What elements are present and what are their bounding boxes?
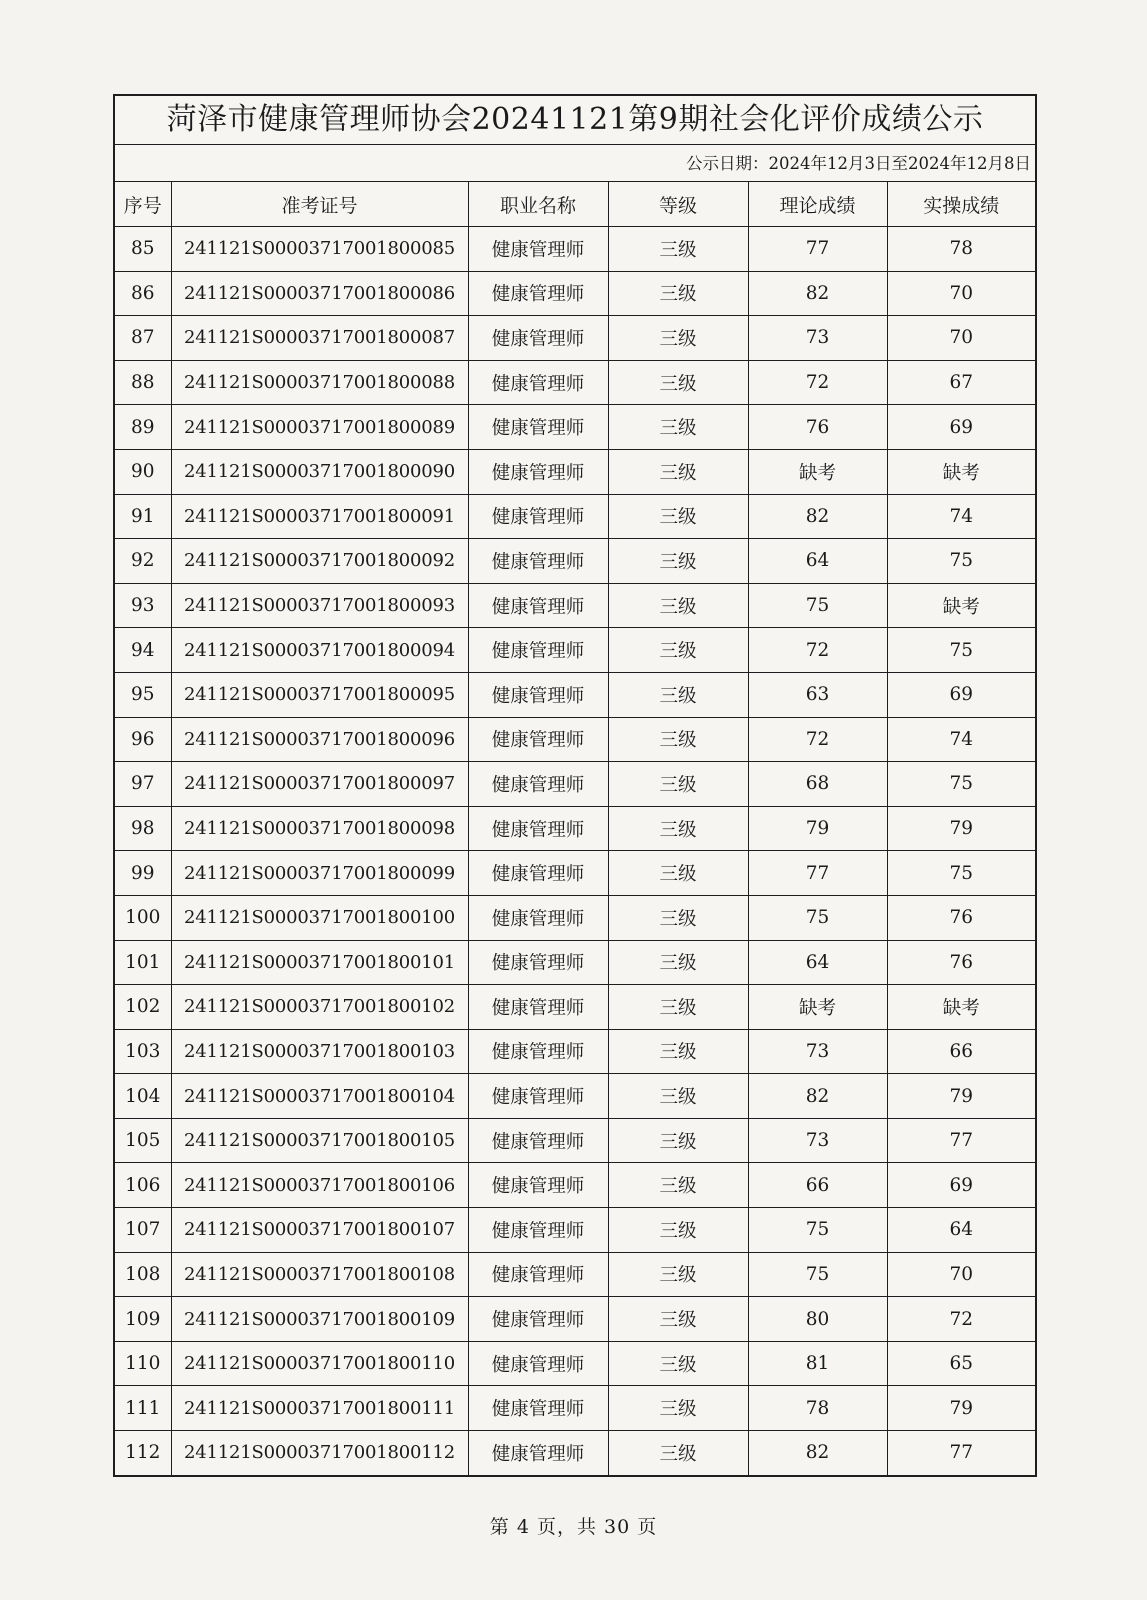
cell-exam-id: 241121S00003717001800096 xyxy=(171,717,468,762)
cell-theory: 77 xyxy=(748,227,887,272)
cell-level: 三级 xyxy=(608,762,748,807)
cell-theory: 73 xyxy=(748,1029,887,1074)
cell-exam-id: 241121S00003717001800095 xyxy=(171,672,468,717)
cell-practice: 74 xyxy=(887,717,1035,762)
cell-job: 健康管理师 xyxy=(468,449,608,494)
document-title: 菏泽市健康管理师协会20241121第9期社会化评价成绩公示 xyxy=(115,96,1035,145)
cell-exam-id: 241121S00003717001800088 xyxy=(171,360,468,405)
table-row xyxy=(115,1029,1035,1074)
table-row xyxy=(115,1431,1035,1475)
table-row xyxy=(115,539,1035,584)
cell-exam-id: 241121S00003717001800112 xyxy=(171,1431,468,1475)
cell-level: 三级 xyxy=(608,1252,748,1297)
header-no: 序号 xyxy=(115,182,171,227)
cell-job: 健康管理师 xyxy=(468,1074,608,1119)
cell-level: 三级 xyxy=(608,717,748,762)
cell-theory: 72 xyxy=(748,717,887,762)
cell-theory: 68 xyxy=(748,762,887,807)
cell-no: 85 xyxy=(115,227,171,272)
cell-no: 91 xyxy=(115,494,171,539)
cell-job: 健康管理师 xyxy=(468,539,608,584)
cell-practice: 72 xyxy=(887,1297,1035,1342)
cell-job: 健康管理师 xyxy=(468,806,608,851)
header-practice: 实操成绩 xyxy=(887,182,1035,227)
table-row xyxy=(115,360,1035,405)
table-row xyxy=(115,985,1035,1030)
cell-no: 98 xyxy=(115,806,171,851)
cell-exam-id: 241121S00003717001800091 xyxy=(171,494,468,539)
cell-exam-id: 241121S00003717001800086 xyxy=(171,271,468,316)
cell-practice: 76 xyxy=(887,895,1035,940)
cell-level: 三级 xyxy=(608,271,748,316)
table-row xyxy=(115,1118,1035,1163)
table-row xyxy=(115,851,1035,896)
cell-level: 三级 xyxy=(608,895,748,940)
cell-job: 健康管理师 xyxy=(468,271,608,316)
cell-practice: 70 xyxy=(887,316,1035,361)
table-row xyxy=(115,271,1035,316)
header-level: 等级 xyxy=(608,182,748,227)
table-row xyxy=(115,1341,1035,1386)
cell-exam-id: 241121S00003717001800100 xyxy=(171,895,468,940)
cell-no: 104 xyxy=(115,1074,171,1119)
cell-practice: 69 xyxy=(887,1163,1035,1208)
table-row xyxy=(115,895,1035,940)
cell-job: 健康管理师 xyxy=(468,405,608,450)
table-row xyxy=(115,1252,1035,1297)
cell-no: 111 xyxy=(115,1386,171,1431)
cell-job: 健康管理师 xyxy=(468,494,608,539)
cell-theory: 76 xyxy=(748,405,887,450)
cell-exam-id: 241121S00003717001800087 xyxy=(171,316,468,361)
table-row xyxy=(115,1074,1035,1119)
cell-job: 健康管理师 xyxy=(468,895,608,940)
cell-practice: 缺考 xyxy=(887,583,1035,628)
cell-theory: 72 xyxy=(748,628,887,673)
table-row xyxy=(115,806,1035,851)
cell-level: 三级 xyxy=(608,227,748,272)
cell-job: 健康管理师 xyxy=(468,1208,608,1253)
cell-job: 健康管理师 xyxy=(468,583,608,628)
cell-theory: 78 xyxy=(748,1386,887,1431)
cell-exam-id: 241121S00003717001800110 xyxy=(171,1341,468,1386)
cell-no: 89 xyxy=(115,405,171,450)
cell-theory: 66 xyxy=(748,1163,887,1208)
cell-practice: 75 xyxy=(887,851,1035,896)
cell-theory: 77 xyxy=(748,851,887,896)
table-row xyxy=(115,672,1035,717)
cell-theory: 79 xyxy=(748,806,887,851)
cell-exam-id: 241121S00003717001800108 xyxy=(171,1252,468,1297)
cell-practice: 79 xyxy=(887,806,1035,851)
cell-job: 健康管理师 xyxy=(468,1431,608,1475)
cell-job: 健康管理师 xyxy=(468,1252,608,1297)
cell-theory: 缺考 xyxy=(748,449,887,494)
header-job: 职业名称 xyxy=(468,182,608,227)
table-row xyxy=(115,449,1035,494)
cell-job: 健康管理师 xyxy=(468,1029,608,1074)
cell-exam-id: 241121S00003717001800104 xyxy=(171,1074,468,1119)
cell-no: 95 xyxy=(115,672,171,717)
cell-level: 三级 xyxy=(608,1118,748,1163)
cell-job: 健康管理师 xyxy=(468,985,608,1030)
table-row xyxy=(115,227,1035,272)
cell-exam-id: 241121S00003717001800103 xyxy=(171,1029,468,1074)
cell-exam-id: 241121S00003717001800106 xyxy=(171,1163,468,1208)
cell-level: 三级 xyxy=(608,1386,748,1431)
cell-level: 三级 xyxy=(608,985,748,1030)
cell-no: 99 xyxy=(115,851,171,896)
cell-level: 三级 xyxy=(608,405,748,450)
cell-exam-id: 241121S00003717001800102 xyxy=(171,985,468,1030)
table-row xyxy=(115,583,1035,628)
table-body xyxy=(115,227,1035,1475)
cell-level: 三级 xyxy=(608,1208,748,1253)
table-row xyxy=(115,628,1035,673)
cell-job: 健康管理师 xyxy=(468,316,608,361)
cell-no: 92 xyxy=(115,539,171,584)
cell-theory: 75 xyxy=(748,1208,887,1253)
cell-job: 健康管理师 xyxy=(468,360,608,405)
cell-job: 健康管理师 xyxy=(468,227,608,272)
cell-no: 101 xyxy=(115,940,171,985)
cell-no: 106 xyxy=(115,1163,171,1208)
cell-level: 三级 xyxy=(608,1297,748,1342)
cell-practice: 64 xyxy=(887,1208,1035,1253)
cell-practice: 65 xyxy=(887,1341,1035,1386)
cell-no: 93 xyxy=(115,583,171,628)
cell-practice: 66 xyxy=(887,1029,1035,1074)
cell-practice: 75 xyxy=(887,539,1035,584)
cell-theory: 64 xyxy=(748,940,887,985)
cell-no: 109 xyxy=(115,1297,171,1342)
cell-job: 健康管理师 xyxy=(468,1386,608,1431)
publish-date: 公示日期：2024年12月3日至2024年12月8日 xyxy=(115,145,1035,182)
cell-no: 88 xyxy=(115,360,171,405)
cell-job: 健康管理师 xyxy=(468,762,608,807)
cell-no: 107 xyxy=(115,1208,171,1253)
cell-exam-id: 241121S00003717001800092 xyxy=(171,539,468,584)
cell-level: 三级 xyxy=(608,1074,748,1119)
cell-job: 健康管理师 xyxy=(468,717,608,762)
cell-theory: 82 xyxy=(748,494,887,539)
table-row xyxy=(115,1297,1035,1342)
cell-exam-id: 241121S00003717001800090 xyxy=(171,449,468,494)
table-row xyxy=(115,1208,1035,1253)
cell-theory: 75 xyxy=(748,583,887,628)
cell-exam-id: 241121S00003717001800098 xyxy=(171,806,468,851)
cell-level: 三级 xyxy=(608,449,748,494)
cell-exam-id: 241121S00003717001800105 xyxy=(171,1118,468,1163)
cell-no: 108 xyxy=(115,1252,171,1297)
cell-job: 健康管理师 xyxy=(468,672,608,717)
table-header-row xyxy=(115,182,1035,227)
cell-level: 三级 xyxy=(608,316,748,361)
cell-level: 三级 xyxy=(608,1029,748,1074)
page-footer: 第 4 页，共 30 页 xyxy=(489,1516,658,1538)
cell-theory: 73 xyxy=(748,316,887,361)
cell-practice: 75 xyxy=(887,628,1035,673)
cell-level: 三级 xyxy=(608,1431,748,1475)
cell-job: 健康管理师 xyxy=(468,1163,608,1208)
cell-theory: 82 xyxy=(748,1074,887,1119)
cell-theory: 缺考 xyxy=(748,985,887,1030)
header-exam-id: 准考证号 xyxy=(171,182,468,227)
cell-level: 三级 xyxy=(608,494,748,539)
table-row xyxy=(115,940,1035,985)
cell-level: 三级 xyxy=(608,940,748,985)
table-row xyxy=(115,1163,1035,1208)
cell-practice: 79 xyxy=(887,1074,1035,1119)
cell-level: 三级 xyxy=(608,360,748,405)
cell-practice: 67 xyxy=(887,360,1035,405)
cell-theory: 81 xyxy=(748,1341,887,1386)
cell-theory: 80 xyxy=(748,1297,887,1342)
table-row xyxy=(115,494,1035,539)
cell-practice: 74 xyxy=(887,494,1035,539)
cell-exam-id: 241121S00003717001800099 xyxy=(171,851,468,896)
cell-exam-id: 241121S00003717001800089 xyxy=(171,405,468,450)
cell-no: 94 xyxy=(115,628,171,673)
cell-no: 90 xyxy=(115,449,171,494)
cell-no: 110 xyxy=(115,1341,171,1386)
cell-practice: 76 xyxy=(887,940,1035,985)
cell-theory: 64 xyxy=(748,539,887,584)
cell-job: 健康管理师 xyxy=(468,940,608,985)
cell-no: 103 xyxy=(115,1029,171,1074)
cell-theory: 82 xyxy=(748,271,887,316)
cell-practice: 78 xyxy=(887,227,1035,272)
header-theory: 理论成绩 xyxy=(748,182,887,227)
cell-practice: 77 xyxy=(887,1431,1035,1475)
cell-practice: 75 xyxy=(887,762,1035,807)
cell-exam-id: 241121S00003717001800085 xyxy=(171,227,468,272)
table-row xyxy=(115,405,1035,450)
table-row xyxy=(115,316,1035,361)
cell-level: 三级 xyxy=(608,1163,748,1208)
cell-theory: 75 xyxy=(748,1252,887,1297)
cell-no: 105 xyxy=(115,1118,171,1163)
cell-practice: 70 xyxy=(887,1252,1035,1297)
cell-level: 三级 xyxy=(608,583,748,628)
cell-practice: 69 xyxy=(887,672,1035,717)
score-table xyxy=(115,182,1035,1475)
score-sheet xyxy=(113,94,1037,1477)
table-row xyxy=(115,762,1035,807)
table-row xyxy=(115,717,1035,762)
cell-exam-id: 241121S00003717001800093 xyxy=(171,583,468,628)
cell-practice: 缺考 xyxy=(887,985,1035,1030)
cell-theory: 63 xyxy=(748,672,887,717)
cell-exam-id: 241121S00003717001800111 xyxy=(171,1386,468,1431)
cell-practice: 69 xyxy=(887,405,1035,450)
cell-theory: 75 xyxy=(748,895,887,940)
cell-exam-id: 241121S00003717001800107 xyxy=(171,1208,468,1253)
cell-theory: 72 xyxy=(748,360,887,405)
cell-no: 112 xyxy=(115,1431,171,1475)
cell-no: 96 xyxy=(115,717,171,762)
cell-level: 三级 xyxy=(608,628,748,673)
cell-practice: 77 xyxy=(887,1118,1035,1163)
cell-job: 健康管理师 xyxy=(468,1341,608,1386)
cell-job: 健康管理师 xyxy=(468,1297,608,1342)
cell-level: 三级 xyxy=(608,539,748,584)
table-row xyxy=(115,1386,1035,1431)
cell-practice: 缺考 xyxy=(887,449,1035,494)
cell-practice: 79 xyxy=(887,1386,1035,1431)
cell-job: 健康管理师 xyxy=(468,851,608,896)
cell-level: 三级 xyxy=(608,806,748,851)
cell-level: 三级 xyxy=(608,672,748,717)
cell-theory: 82 xyxy=(748,1431,887,1475)
cell-no: 97 xyxy=(115,762,171,807)
cell-exam-id: 241121S00003717001800109 xyxy=(171,1297,468,1342)
cell-no: 100 xyxy=(115,895,171,940)
cell-no: 102 xyxy=(115,985,171,1030)
cell-no: 86 xyxy=(115,271,171,316)
cell-theory: 73 xyxy=(748,1118,887,1163)
cell-exam-id: 241121S00003717001800094 xyxy=(171,628,468,673)
cell-exam-id: 241121S00003717001800101 xyxy=(171,940,468,985)
cell-exam-id: 241121S00003717001800097 xyxy=(171,762,468,807)
cell-no: 87 xyxy=(115,316,171,361)
cell-level: 三级 xyxy=(608,1341,748,1386)
cell-level: 三级 xyxy=(608,851,748,896)
cell-job: 健康管理师 xyxy=(468,1118,608,1163)
cell-practice: 70 xyxy=(887,271,1035,316)
cell-job: 健康管理师 xyxy=(468,628,608,673)
